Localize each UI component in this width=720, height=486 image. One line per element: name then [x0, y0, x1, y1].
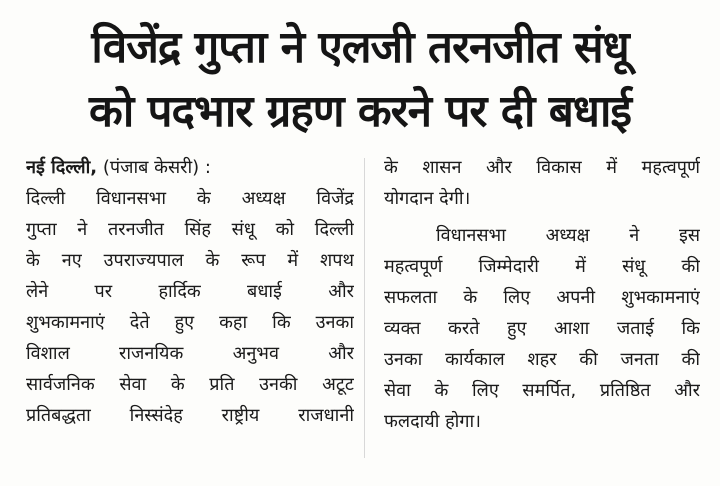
body-line: महत्वपूर्ण जिम्मेदारी में संधू की — [384, 256, 700, 277]
body-line: शुभकामनाएं देते हुए कहा कि उनका — [26, 312, 354, 333]
body-line: व्यक्त करते हुए आशा जताई कि — [384, 318, 700, 339]
dateline-row — [26, 152, 354, 183]
body-line: योगदान देगी। — [384, 188, 471, 209]
body-line: प्रतिबद्धता निस्संदेह राष्ट्रीय राजधानी — [26, 405, 354, 426]
dateline: नई दिल्ली, — [26, 157, 98, 178]
body-line: लेने पर हार्दिक बधाई और — [26, 281, 354, 302]
headline-line-2: को पदभार ग्रहण करने पर दी बधाई — [89, 86, 631, 137]
article-column-right — [384, 152, 700, 437]
body-line: विशाल राजनयिक अनुभव और — [26, 343, 354, 364]
body-line: फलदायी होगा। — [384, 411, 481, 432]
news-source: (पंजाब केसरी) : — [102, 157, 211, 178]
body-line: सफलता के लिए अपनी शुभकामनाएं — [384, 287, 700, 308]
body-line: के शासन और विकास में महत्वपूर्ण — [384, 157, 700, 178]
body-line: सार्वजनिक सेवा के प्रति उनकी अटूट — [26, 374, 354, 395]
body-line: के नए उपराज्यपाल के रूप में शपथ — [26, 250, 354, 271]
body-line: उनका कार्यकाल शहर की जनता की — [384, 349, 700, 370]
headline-line-1: विजेंद्र गुप्ता ने एलजी तरनजीत संधू — [91, 22, 629, 73]
body-line: विधानसभा अध्यक्ष ने इस — [436, 225, 700, 246]
body-line: दिल्ली विधानसभा के अध्यक्ष विजेंद्र — [26, 188, 354, 209]
body-line: सेवा के लिए समर्पित, प्रतिष्ठित और — [384, 380, 700, 401]
column-divider — [364, 158, 365, 458]
article-column-left — [26, 152, 354, 431]
body-line: गुप्ता ने तरनजीत सिंह संधू को दिल्ली — [26, 219, 354, 240]
